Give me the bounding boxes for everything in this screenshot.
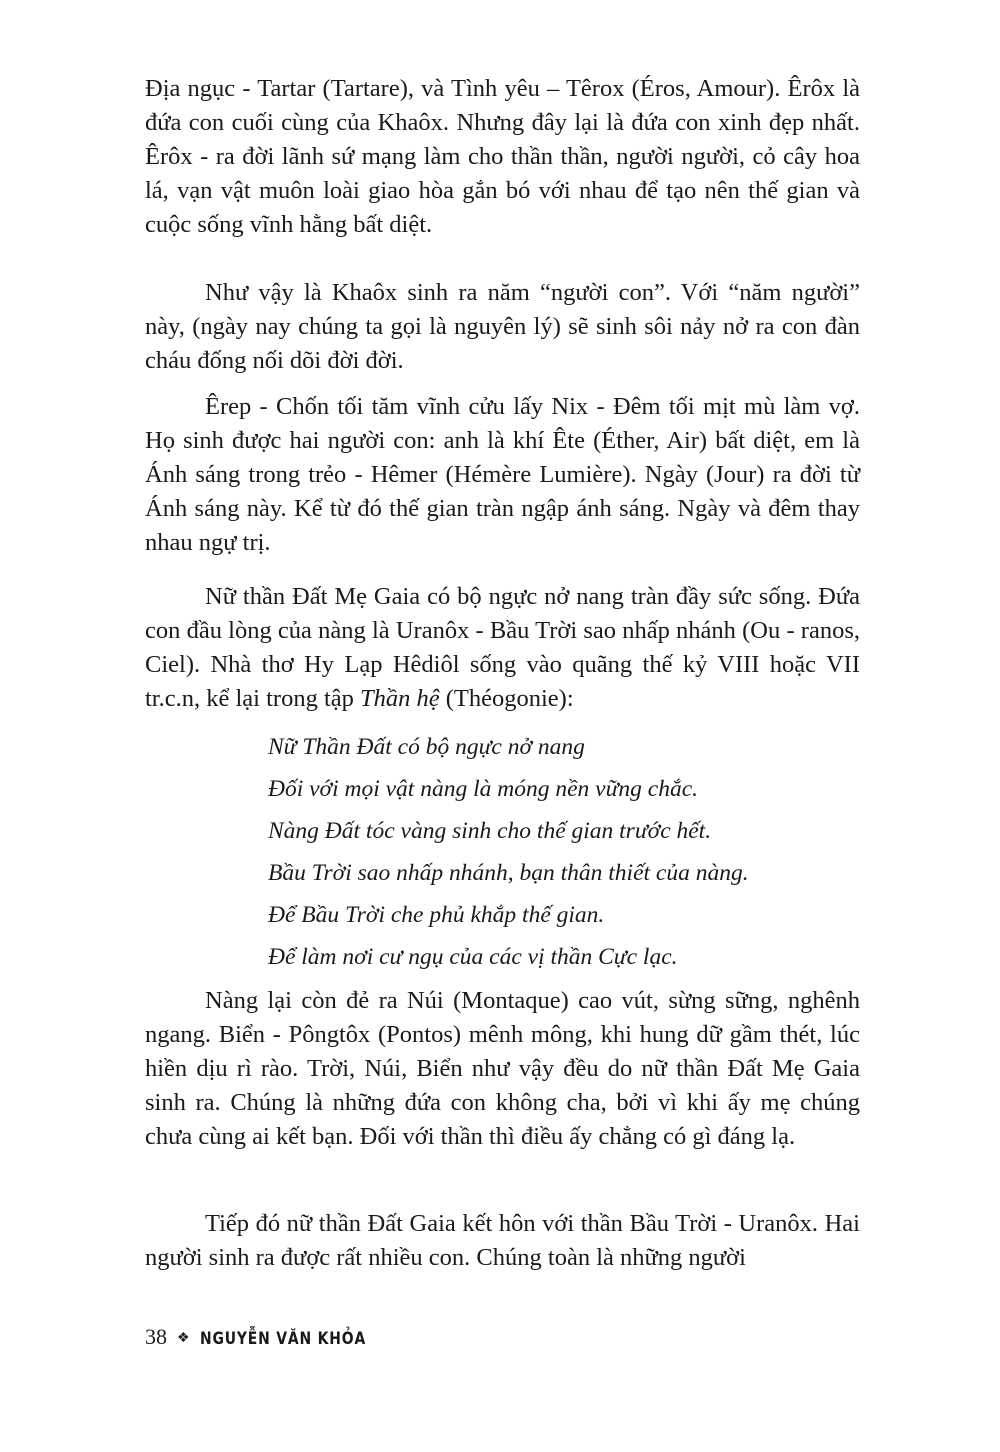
poem-line: Bầu Trời sao nhấp nhánh, bạn thân thiết của nàng. — [268, 860, 749, 886]
paragraph-mountains-sea: Nàng lại còn đẻ ra Núi (Montaque) cao vút, sừng sững, nghênh ngang. Biển - Pôngtôx (Pontos) mênh mông, khi hung dữ gầm thét, lúc hiền dịu rì rào. Trời, Núi, Biển như vậy đều do nữ thần Đất Mẹ Gaia sinh ra. Chúng là những đứa con không cha, bởi vì khi ấy mẹ chúng chưa cùng ai kết bạn. Đối với thần thì điều ấy chẳng có gì đáng lạ. — [145, 987, 860, 1150]
paragraph-gaia-text-end: (Théogonie): — [439, 685, 574, 712]
paragraph-erebus-nyx: Êrep - Chốn tối tăm vĩnh cửu lấy Nix - Đêm tối mịt mù làm vợ. Họ sinh được hai người con: anh là khí Ête (Éther, Air) bất diệt, em là Ánh sáng trong trẻo - Hêmer (Hémère Lumière). Ngày (Jour) ra đời từ Ánh sáng này. Kể từ đó thế gian tràn ngập ánh sáng. Ngày và đêm thay nhau ngự trị. — [145, 393, 860, 556]
poem-line: Để Bầu Trời che phủ khắp thế gian. — [268, 902, 605, 928]
poem-quote — [268, 726, 868, 978]
poem-line: Đối với mọi vật nàng là móng nền vững chắc. — [268, 776, 698, 802]
paragraph-uranus-marriage: Tiếp đó nữ thần Đất Gaia kết hôn với thần Bầu Trời - Uranôx. Hai người sinh ra được rất nhiều con. Chúng toàn là những người — [145, 1210, 860, 1271]
book-title-theogony: Thần hệ — [360, 685, 440, 712]
paragraph-five-children: Như vậy là Khaôx sinh ra năm “người con”. Với “năm người” này, (ngày nay chúng ta gọi là nguyên lý) sẽ sinh sôi nảy nở ra con đàn cháu đống nối dõi đời đời. — [145, 279, 860, 374]
page-number: 38 — [145, 1324, 167, 1349]
author-name: NGUYỄN VĂN KHỎA — [199, 1329, 366, 1349]
diamond-separator-icon: ❖ — [177, 1330, 190, 1346]
poem-line: Nữ Thần Đất có bộ ngực nở nang — [268, 734, 585, 760]
paragraph-gaia-text: Nữ thần Đất Mẹ Gaia có bộ ngực nở nang tràn đầy sức sống. Đứa con đầu lòng của nàng là Uranôx - Bầu Trời sao nhấp nhánh (Ou - ranos, Ciel). Nhà thơ Hy Lạp Hêdiôl sống vào quãng thế kỷ VIII hoặc VII tr.c.n, kể lại trong tập — [145, 583, 860, 712]
poem-line: Để làm nơi cư ngụ của các vị thần Cực lạc. — [268, 944, 678, 970]
paragraph-gaia — [145, 580, 860, 716]
page-footer — [145, 1322, 402, 1354]
poem-line: Nàng Đất tóc vàng sinh cho thế gian trước hết. — [268, 818, 712, 844]
paragraph-eros: Địa ngục - Tartar (Tartare), và Tình yêu – Têrox (Éros, Amour). Êrôx là đứa con cuối cùng của Khaôx. Nhưng đây lại là đứa con xinh đẹp nhất. Êrôx - ra đời lãnh sứ mạng làm cho thần thần, người người, cỏ cây hoa lá, vạn vật muôn loài giao hòa gắn bó với nhau để tạo nên thế gian và cuộc sống vĩnh hằng bất diệt. — [145, 75, 860, 238]
